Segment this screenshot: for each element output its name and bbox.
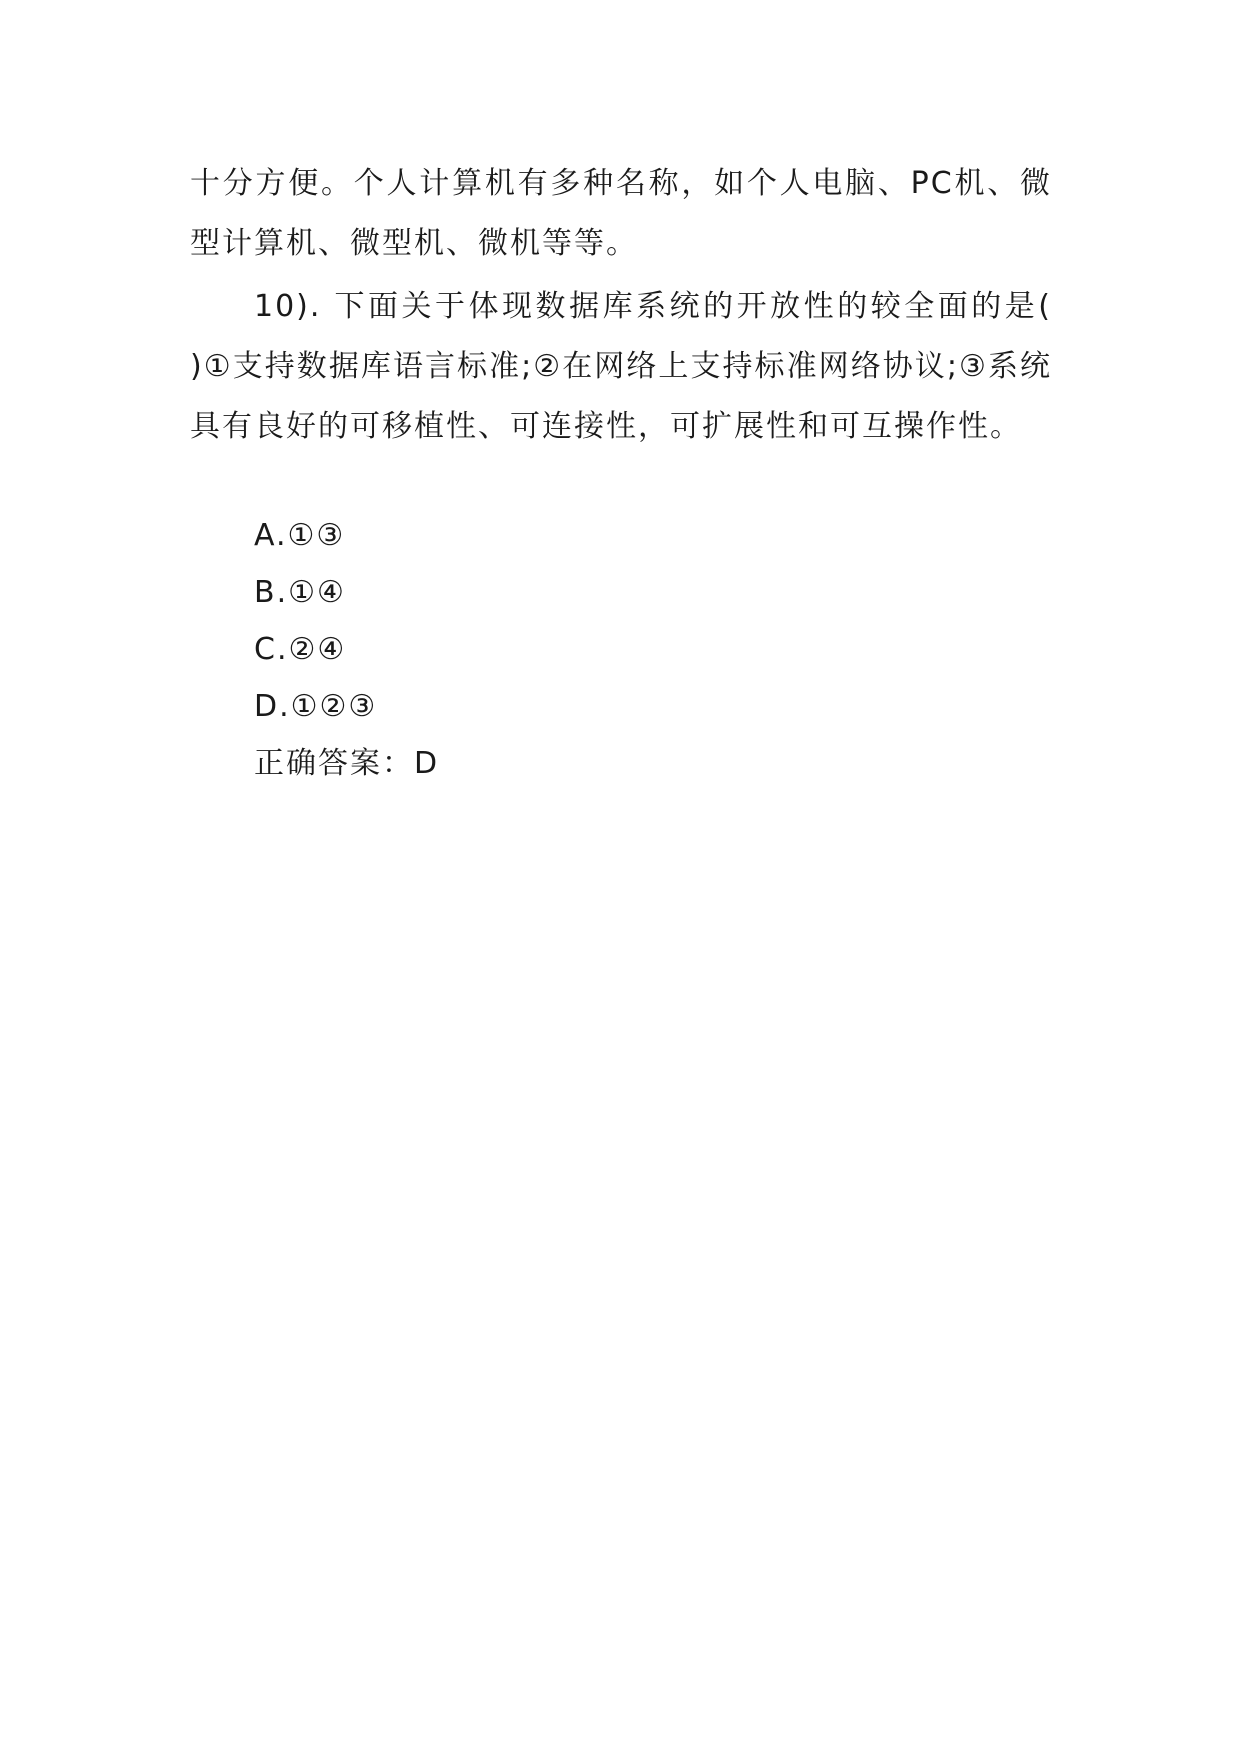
intro-paragraph: 十分方便。个人计算机有多种名称，如个人电脑、PC机、微型计算机、微型机、微机等等。 <box>190 166 1052 261</box>
option-b: B.①④ <box>254 575 346 610</box>
correct-answer: 正确答案：D <box>254 746 440 781</box>
option-c: C.②④ <box>254 632 347 667</box>
option-d: D.①②③ <box>254 689 378 724</box>
question-paragraph: 10). 下面关于体现数据库系统的开放性的较全面的是( )①支持数据库语言标准;②在网络上支持标准网络协议;③系统具有良好的可移植性、可连接性，可扩展性和可互操作性。 <box>190 289 1052 444</box>
option-a: A.①③ <box>254 518 346 553</box>
